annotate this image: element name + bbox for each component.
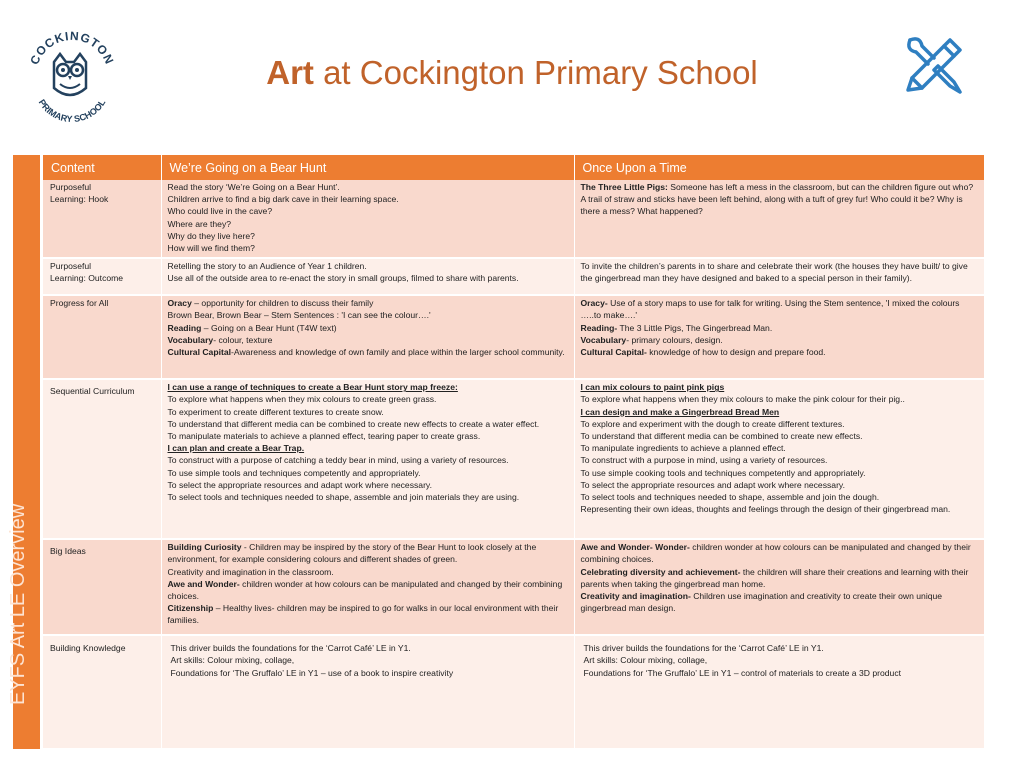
cell-bear-hunt: Oracy – opportunity for children to discuss their family Brown Bear, Brown Bear – Stem Sentences : 'I can see the colour….' Reading – Going on a Bear Hunt (T4W text) Vocabulary- colour, texture Cultural Capital-Awareness and knowledge of own family and place within the larger school community. <box>161 295 574 379</box>
row-label: Big Ideas <box>43 539 161 635</box>
sidebar-label: EYFS Art LE Overview <box>7 503 29 705</box>
row-label: Purposeful Learning: Outcome <box>43 258 161 295</box>
header-content: Content <box>43 155 161 180</box>
cell-bear-hunt: Retelling the story to an Audience of Year 1 children. Use all of the outside area to re-enact the story in small groups, filmed to share with parents. <box>161 258 574 295</box>
header-once-upon-a-time: Once Upon a Time <box>574 155 984 180</box>
cell-once-upon: To invite the children’s parents in to share and celebrate their work (the houses they have built/ to give the gingerbread man they have designed and baked to a special person in their family). <box>574 258 984 295</box>
header-bear-hunt: We’re Going on a Bear Hunt <box>161 155 574 180</box>
table-row-outcome <box>43 258 984 295</box>
cell-once-upon: This driver builds the foundations for the ‘Carrot Café’ LE in Y1. Art skills: Colour mixing, collage, Foundations for ‘The Gruffalo’ LE in Y1 – control of materials to create a 3D product <box>574 635 984 749</box>
logo-text-bottom: PRIMARY SCHOOL <box>36 97 108 125</box>
cell-once-upon: Awe and Wonder- Wonder- children wonder at how colours can be manipulated and changed by their combining choices. Celebrating diversity and achievement- the children will share their creations and learning with their parents when taking the gingerbread man home. Creativity and imagination- Children use imagination and creativity to create their own unique gingerbread man design. <box>574 539 984 635</box>
table-row-building-knowledge <box>43 635 984 749</box>
cell-once-upon: The Three Little Pigs: Someone has left a mess in the classroom, but can the children figure out who? A trail of straw and sticks have been left behind, along with a tuft of grey fur! Who could it be? Why is there a mess? What happened? <box>574 180 984 258</box>
svg-text:PRIMARY SCHOOL <box>37 97 108 124</box>
sidebar-band <box>7 155 40 749</box>
table-row-big-ideas <box>43 539 984 635</box>
overview-table <box>43 155 985 750</box>
cell-once-upon: Oracy- Use of a story maps to use for talk for writing. Using the Stem sentence, 'I mixed the colours …..to make….' Reading- The 3 Little Pigs, The Gingerbread Man. Vocabulary- primary colours, design. Cultural Capital- knowledge of how to design and prepare food. <box>574 295 984 379</box>
row-label: Sequential Curriculum <box>43 379 161 539</box>
cell-bear-hunt: Read the story ‘We’re Going on a Bear Hunt’. Children arrive to find a big dark cave in their learning space. Who could live in the cave? Where are they? Why do they live here? How will we find them? <box>161 180 574 258</box>
row-label: Progress for All <box>43 295 161 379</box>
page-title <box>0 54 1024 92</box>
cell-bear-hunt: I can use a range of techniques to create a Bear Hunt story map freeze: To explore what happens when they mix colours to create green grass. To experiment to create different textures to create snow. To understand that different media can be combined to create new effects to create a water effect. To manipulate materials to achieve a planned effect, tearing paper to create grass. I can plan and create a Bear Trap. To construct with a purpose of catching a teddy bear in mind, using a variety of resources. To use simple tools and techniques competently and appropriately. To select the appropriate resources and adapt work where necessary. To select tools and techniques needed to shape, assemble and join materials they are using. <box>161 379 574 539</box>
cell-bear-hunt: This driver builds the foundations for the ‘Carrot Café’ LE in Y1. Art skills: Colour mixing, collage, Foundations for ‘The Gruffalo’ LE in Y1 – use of a book to inspire creativity <box>161 635 574 749</box>
logo-text-top: COCKINGTON <box>27 28 116 67</box>
table-row-sequential <box>43 379 984 539</box>
cell-once-upon: I can mix colours to paint pink pigs To explore what happens when they mix colours to make the pink colour for their pig.. I can design and make a Gingerbread Bread Men To explore and experiment with the dough to create different textures. To understand that different media can be combined to create new effects. To manipulate ingredients to achieve a planned effect. To construct with a purpose in mind, using a variety of resources. To use simple cooking tools and techniques competently and appropriately. To select the appropriate resources and adapt work where necessary. To select tools and techniques needed to shape, assemble and join the dough. Representing their own ideas, thoughts and feelings through the design of their gingerbread man. <box>574 379 984 539</box>
table-row-hook <box>43 180 984 258</box>
title-bold: Art <box>266 54 314 91</box>
paintbrush-pencil-icon <box>898 30 970 102</box>
table-row-progress <box>43 295 984 379</box>
title-rest: at Cockington Primary School <box>313 54 758 91</box>
cell-bear-hunt: Building Curiosity - Children may be inspired by the story of the Bear Hunt to look closely at the environment, for example considering colours and different shades of green. Creativity and imagination in the classroom. Awe and Wonder- children wonder at how colours can be manipulated and changed by their combining choices. Citizenship – Healthy lives- children may be inspired to go for walks in our local environment with their families. <box>161 539 574 635</box>
row-label: Building Knowledge <box>43 635 161 749</box>
row-label: Purposeful Learning: Hook <box>43 180 161 258</box>
table-header-row <box>43 155 984 180</box>
